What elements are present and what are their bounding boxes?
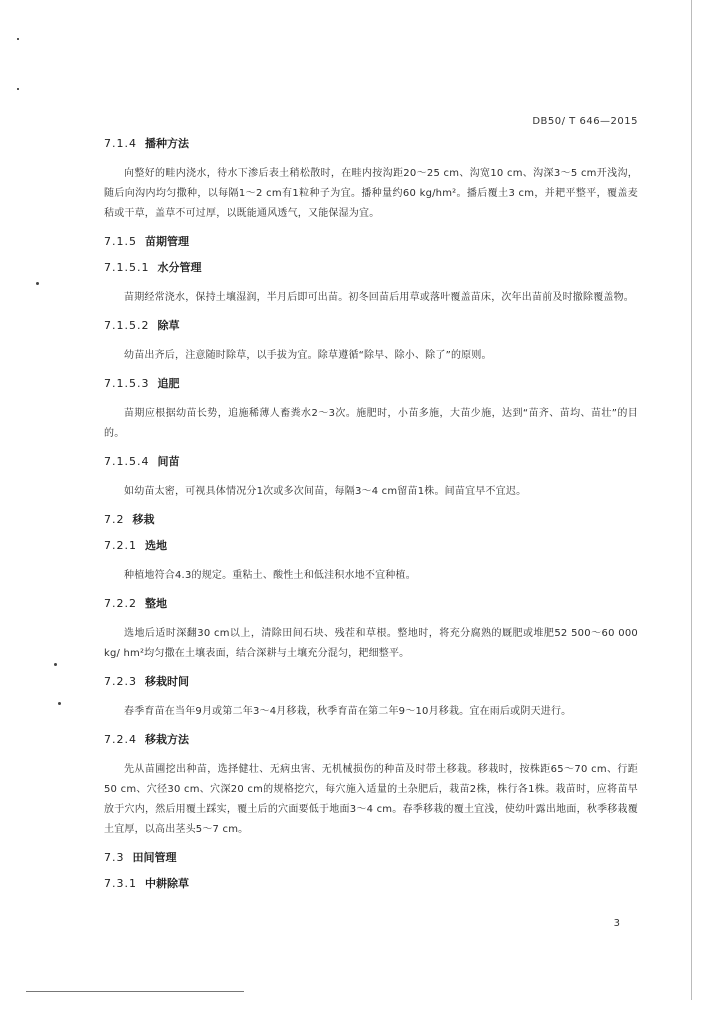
footer-rule [26, 991, 244, 992]
section-heading [104, 538, 638, 554]
section-number: 7.1.5.3 [104, 377, 150, 390]
paragraph: 先从苗圃挖出种苗，选择健壮、无病虫害、无机械损伤的种苗及时带土移栽。移栽时，按株距65～70 cm、行距50 cm、穴径30 cm、穴深20 cm的规格挖穴，每穴施入适量的土杂肥后，栽苗2株，株行各1株。栽苗时，应将苗早放于穴内，然后用覆土踩实，覆土后的穴面要低于地面3～4 cm。春季移栽的覆土宜浅，使幼叶露出地面，秋季移栽覆土宜厚，以高出茎头5～7 cm。 [104, 764, 638, 835]
section-title: 追肥 [157, 377, 180, 390]
paragraph: 种植地符合4.3的规定。重粘土、酸性土和低洼积水地不宜种植。 [124, 570, 416, 581]
spacer [104, 224, 638, 234]
spacer [104, 554, 638, 566]
spacer [104, 866, 638, 876]
spacer [104, 502, 638, 512]
paragraph: 苗期经常浇水，保持土壤湿润，半月后即可出苗。初冬回苗后用草或落叶覆盖苗床，次年出苗前及时撤除覆盖物。 [124, 292, 634, 303]
section-title: 水分管理 [157, 261, 202, 274]
section-number: 7.1.5.4 [104, 455, 150, 468]
paragraph: 如幼苗太密，可视具体情况分1次或多次间苗，每隔3～4 cm留苗1株。间苗宜早不宜迟。 [124, 486, 527, 497]
section-heading [104, 234, 638, 250]
section-heading [104, 376, 638, 392]
section-number: 7.2.3 [104, 675, 137, 688]
spacer [104, 722, 638, 732]
section-number: 7.1.5.1 [104, 261, 150, 274]
section-heading [104, 318, 638, 334]
section-title: 除草 [157, 319, 180, 332]
paragraph: 春季育苗在当年9月或第二年3～4月移栽，秋季育苗在第二年9～10月移栽。宜在雨后或阴天进行。 [124, 706, 572, 717]
document-body [104, 136, 638, 892]
section-title: 间苗 [157, 455, 180, 468]
spacer [104, 840, 638, 850]
section-heading [104, 674, 638, 690]
section-number: 7.3 [104, 851, 125, 864]
section-title: 中耕除草 [145, 877, 189, 890]
section-number: 7.2.1 [104, 539, 137, 552]
spacer [104, 152, 638, 164]
paragraph: 幼苗出齐后，注意随时除草，以手拔为宜。除草遵循“除早、除小、除了”的原则。 [124, 350, 492, 361]
scan-speck [17, 88, 19, 90]
section-title: 移栽 [132, 513, 155, 526]
scan-speck [17, 38, 19, 40]
scan-edge-line [691, 0, 692, 1000]
section-heading [104, 850, 638, 866]
spacer [104, 748, 638, 760]
section-number: 7.2.4 [104, 733, 137, 746]
section-title: 选地 [145, 539, 167, 552]
section-heading [104, 260, 638, 276]
section-heading [104, 596, 638, 612]
section-heading [104, 512, 638, 528]
spacer [104, 250, 638, 260]
section-number: 7.2 [104, 513, 125, 526]
section-title: 移栽方法 [145, 733, 189, 746]
section-heading [104, 454, 638, 470]
section-title: 整地 [145, 597, 167, 610]
spacer [104, 528, 638, 538]
spacer [104, 276, 638, 288]
section-number: 7.1.4 [104, 137, 137, 150]
paragraph: 选地后适时深翻30 cm以上，清除田间石块、残茬和草根。整地时，将充分腐熟的厩肥或堆肥52 500～60 000 kg/ hm²均匀撒在土壤表面，结合深耕与土壤充分混匀，耙细整平。 [104, 628, 638, 659]
spacer [104, 366, 638, 376]
section-heading [104, 876, 638, 892]
section-number: 7.1.5 [104, 235, 137, 248]
section-title: 田间管理 [132, 851, 177, 864]
spacer [104, 664, 638, 674]
spacer [104, 308, 638, 318]
paragraph: 向整好的畦内浇水，待水下渗后表土稍松散时，在畦内按沟距20～25 cm、沟宽10 cm、沟深3～5 cm开浅沟，随后向沟内均匀撒种，以每隔1～2 cm有1粒种子为宜。播种量约60 kg/hm²。播后覆土3 cm，并耙平整平，覆盖麦秸或干草，盖草不可过厚，以既能通风透气，又能保湿为宜。 [104, 168, 638, 219]
scan-speck [58, 702, 61, 705]
spacer [104, 690, 638, 702]
section-number: 7.1.5.2 [104, 319, 150, 332]
section-title: 苗期管理 [145, 235, 189, 248]
paragraph: 苗期应根据幼苗长势，追施稀薄人畜粪水2～3次。施肥时，小苗多施，大苗少施，达到“苗齐、苗均、苗壮”的目的。 [104, 408, 638, 439]
spacer [104, 334, 638, 346]
scan-speck [36, 282, 39, 285]
document-code: DB50/ T 646—2015 [532, 116, 638, 127]
spacer [104, 470, 638, 482]
page-number: 3 [613, 918, 620, 929]
spacer [104, 612, 638, 624]
section-heading [104, 732, 638, 748]
section-number: 7.3.1 [104, 877, 137, 890]
section-heading [104, 136, 638, 152]
section-number: 7.2.2 [104, 597, 137, 610]
spacer [104, 444, 638, 454]
section-title: 移栽时间 [145, 675, 189, 688]
spacer [104, 586, 638, 596]
scan-speck [54, 663, 57, 666]
spacer [104, 392, 638, 404]
section-title: 播种方法 [145, 137, 189, 150]
